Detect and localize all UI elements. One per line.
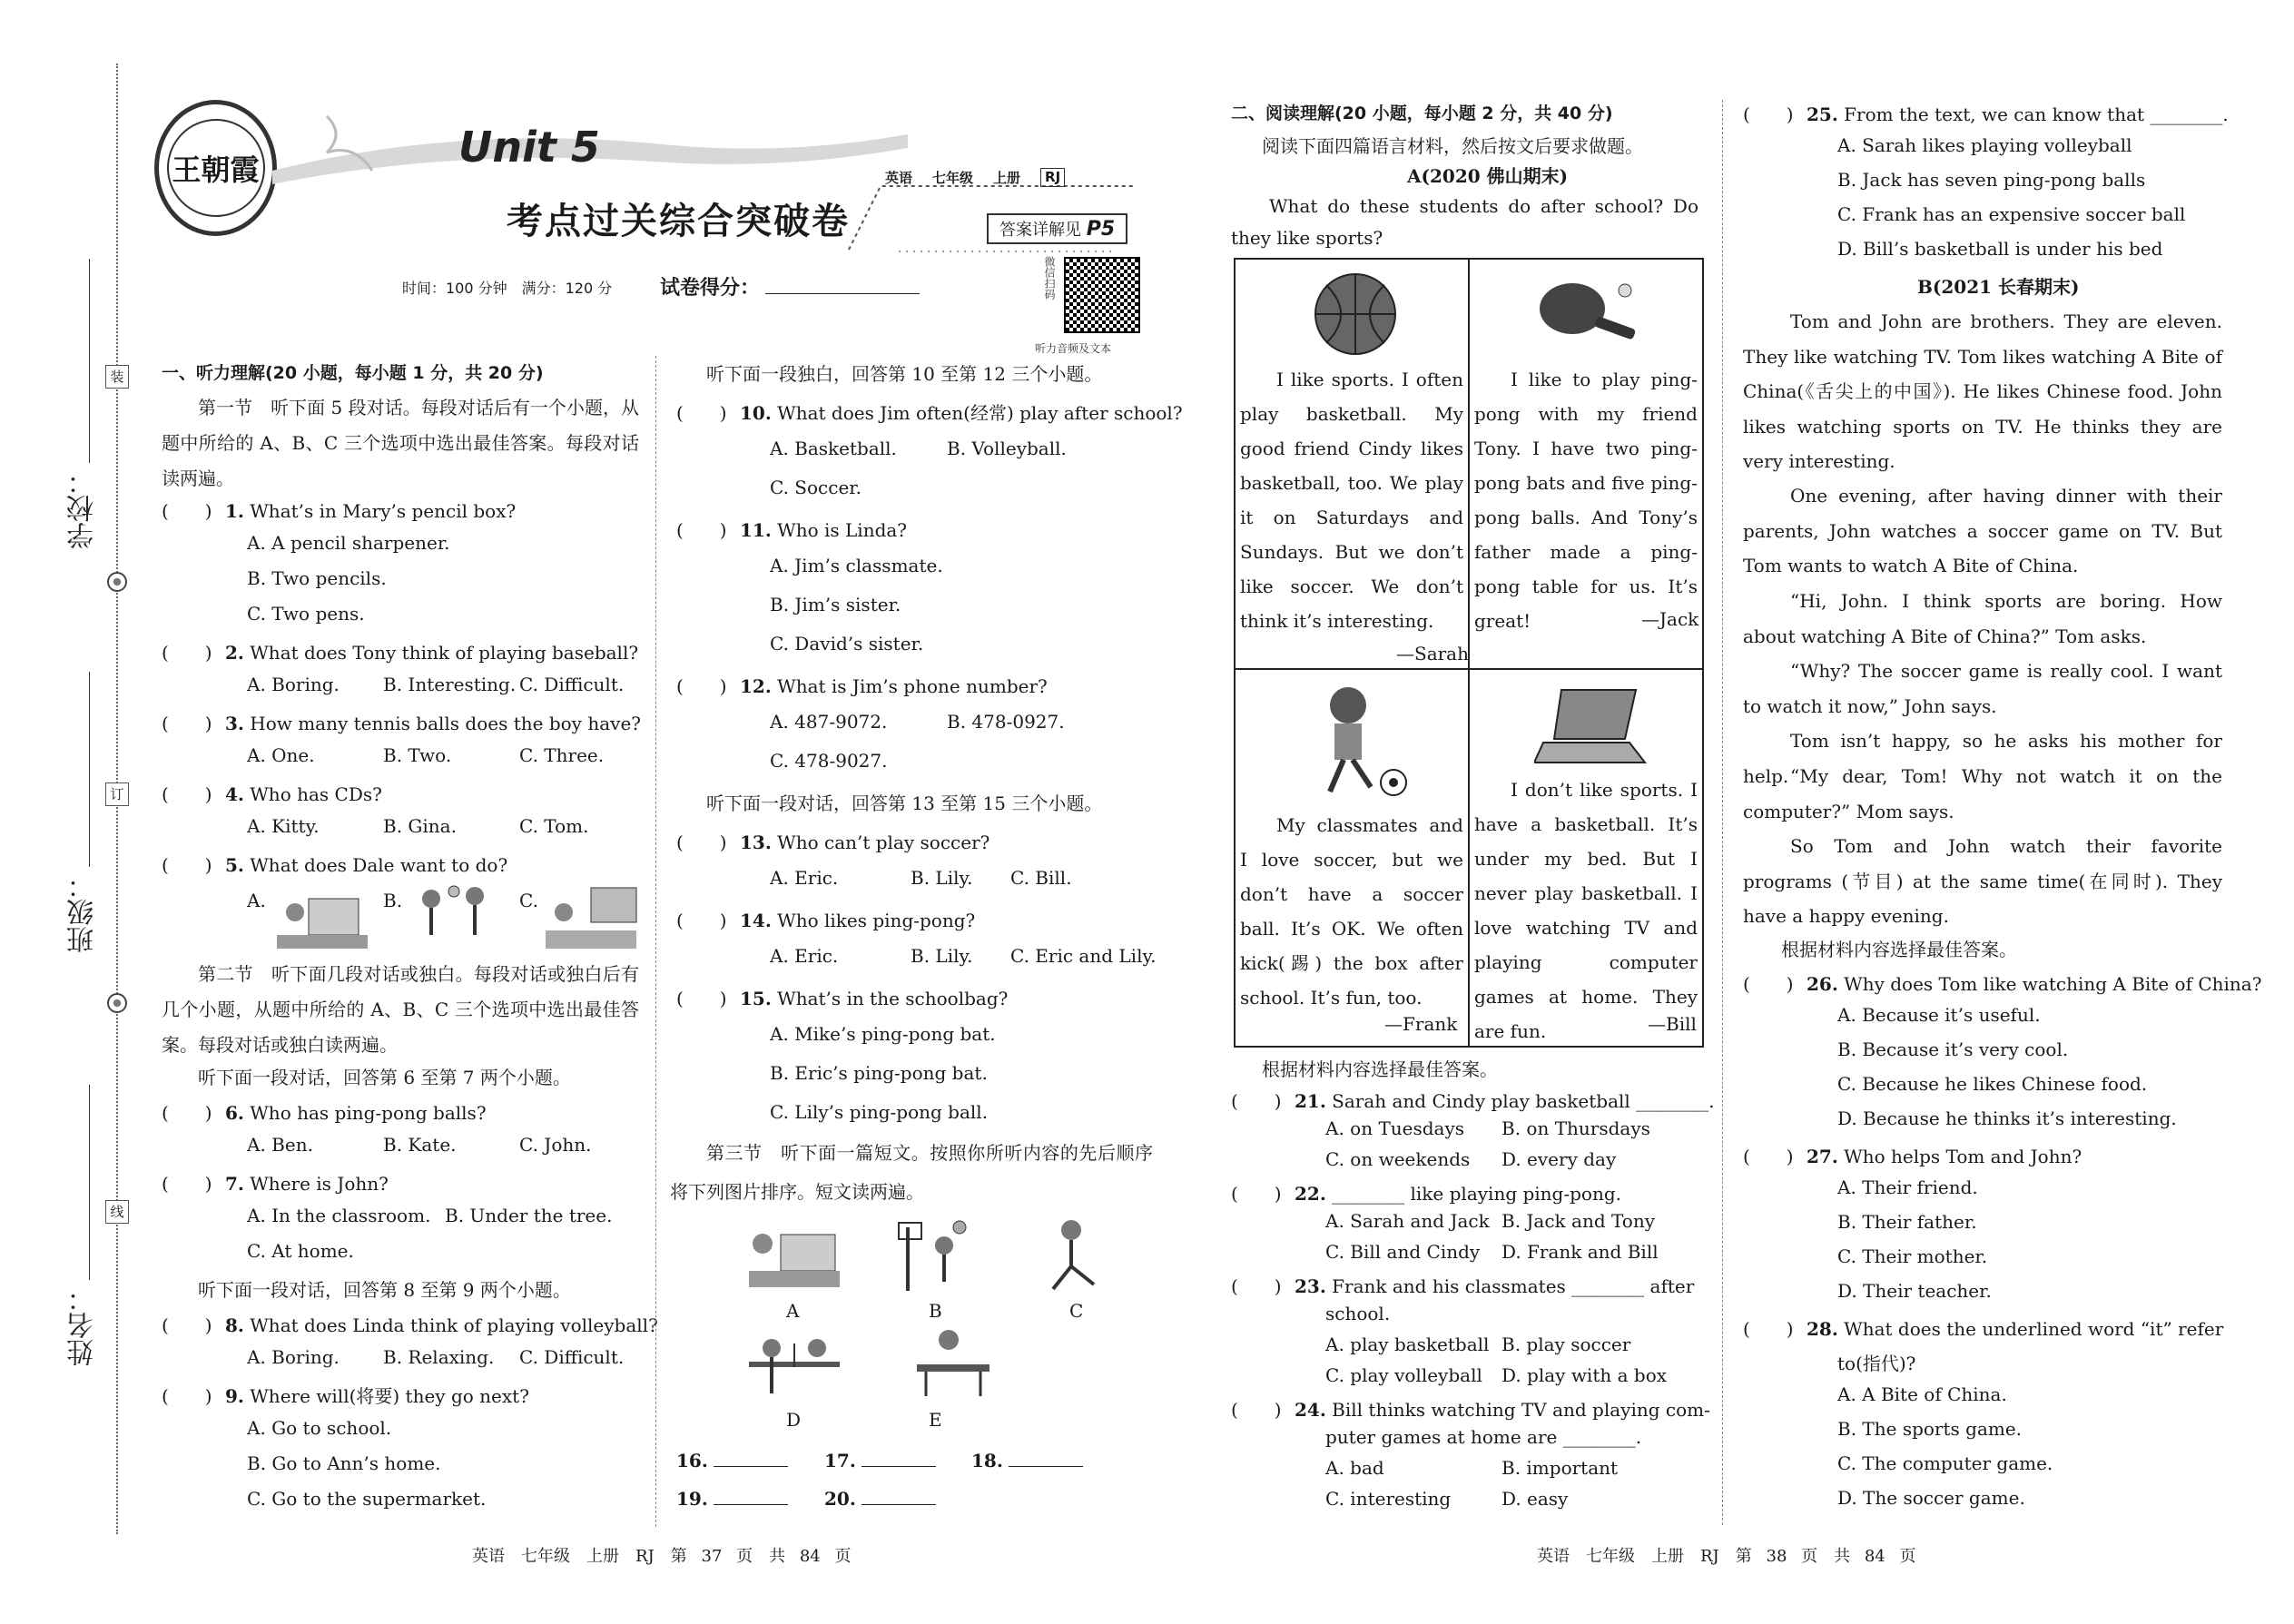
question-26: ( ) 26. Why does Tom like watching A Bite of China? xyxy=(1743,973,2262,995)
qr-code-icon[interactable] xyxy=(1064,257,1140,333)
q3-option-a[interactable]: A. One. xyxy=(247,744,315,766)
basketball-icon xyxy=(1312,271,1399,358)
footer-right: 英语 七年级 上册 RJ 第 38 页 共 84 页 xyxy=(1537,1547,1916,1566)
q5-picture-a xyxy=(272,885,372,953)
q28-text-cont: to(指代)? xyxy=(1837,1353,1916,1374)
q12-option-a[interactable]: A. 487-9072. xyxy=(770,711,888,733)
q14-option-c[interactable]: C. Eric and Lily. xyxy=(1010,945,1157,967)
question-7: ( ) 7. Where is John? xyxy=(162,1173,389,1195)
passage-b-choose: 根据材料内容选择最佳答案。 xyxy=(1781,939,2017,960)
sequence-picture-b xyxy=(894,1218,976,1298)
soccer-boy-icon xyxy=(1303,683,1412,801)
question-28: ( ) 28. What does the underlined word “it” refer xyxy=(1743,1318,2224,1340)
q12-option-b[interactable]: B. 478-0927. xyxy=(947,711,1065,733)
score-field[interactable] xyxy=(660,272,920,300)
footer-left: 英语 七年级 上册 RJ 第 37 页 共 84 页 xyxy=(472,1547,852,1566)
q23-text-cont: school. xyxy=(1325,1303,1391,1324)
tag-subject: 英语 xyxy=(885,170,913,186)
q27-option-b[interactable]: B. Their father. xyxy=(1837,1211,1977,1233)
q3-option-c[interactable]: C. Three. xyxy=(519,744,605,766)
q11-option-b[interactable]: B. Jim’s sister. xyxy=(770,594,901,615)
q2-option-a[interactable]: A. Boring. xyxy=(247,674,340,695)
q8-option-c[interactable]: C. Difficult. xyxy=(519,1346,625,1368)
q7-option-b[interactable]: B. Under the tree. xyxy=(445,1205,613,1226)
sec2-intro: 第二节 听下面几段对话或独白。每段对话或独白后有几个小题，从题中所给的 A、B、C 三个选项中选出最佳答案。每段对话或独白读两遍。 xyxy=(162,963,639,1056)
q13-option-a[interactable]: A. Eric. xyxy=(770,867,839,889)
cell-jack-text: I like to play ping-pong with my friend Tony. I have two ping-pong bats and five ping-pong balls. And Tony’s father made a ping-pong table for us. It’s great! xyxy=(1474,369,1698,632)
passage-b-para-5: Tom isn’t happy, so he asks his mother for help. xyxy=(1743,730,2222,787)
q23-option-a[interactable]: A. play basketball xyxy=(1325,1334,1490,1355)
passage-a-title: A(2020 佛山期末) xyxy=(1407,165,1569,187)
q5-option-b[interactable]: B. xyxy=(383,890,403,911)
sequence-label-c: C xyxy=(1069,1300,1084,1322)
class-label: 班级： xyxy=(67,871,99,953)
cell-frank-text: My classmates and I love soccer, but we don’t have a soccer ball. It’s OK. We often kick(踢) the box after school. It’s fun, too. xyxy=(1240,814,1463,1009)
exam-title: 考点过关综合突破卷 xyxy=(507,200,850,242)
publisher-logo xyxy=(154,100,277,236)
sec2-dialog-a-intro: 听下面一段对话，回答第 6 至第 7 两个小题。 xyxy=(198,1067,571,1088)
school-label: 学校： xyxy=(67,468,99,549)
question-25: ( ) 25. From the text, we can know that ________. xyxy=(1743,103,2229,125)
q25-option-d[interactable]: D. Bill’s basketball is under his bed xyxy=(1837,238,2163,260)
question-14: ( ) 14. Who likes ping-pong? xyxy=(676,910,976,931)
sec2-monologue-intro: 听下面一段独白，回答第 10 至第 12 三个小题。 xyxy=(706,363,1103,385)
cell-bill-text: I don’t like sports. I have a basketball. It’s under my bed. But I never play basketball. I love watching TV and playing computer games at home. They are fun. xyxy=(1474,779,1698,1042)
q27-option-a[interactable]: A. Their friend. xyxy=(1837,1176,1978,1198)
answer-blank-17[interactable]: 17. xyxy=(824,1450,936,1471)
q25-option-c[interactable]: C. Frank has an expensive soccer ball xyxy=(1837,203,2186,225)
part1-heading: 一、听力理解(20 小题，每小题 1 分，共 20 分) xyxy=(162,363,544,383)
time-score-info: 时间：100 分钟 满分：120 分 xyxy=(402,280,613,297)
answer-blank-18[interactable]: 18. xyxy=(971,1450,1083,1471)
qr-side-text: 微信扫码 xyxy=(1043,256,1056,300)
question-12: ( ) 12. What is Jim’s phone number? xyxy=(676,675,1048,697)
passage-b-para-2: One evening, after having dinner with their parents, John watches a soccer game on TV. But Tom wants to watch A Bite of China. xyxy=(1743,485,2222,576)
q3-option-b[interactable]: B. Two. xyxy=(383,744,452,766)
question-5: ( ) 5. What does Dale want to do? xyxy=(162,854,508,876)
q22-option-b[interactable]: B. Jack and Tony xyxy=(1501,1210,1656,1232)
passage-a-choose: 根据材料内容选择最佳答案。 xyxy=(1262,1058,1498,1080)
sequence-label-a: A xyxy=(786,1300,800,1322)
name-label: 姓名： xyxy=(67,1284,99,1366)
question-27: ( ) 27. Who helps Tom and John? xyxy=(1743,1146,2082,1167)
grid-hline xyxy=(1234,668,1704,670)
q24-text-cont: puter games at home are ________. xyxy=(1325,1426,1642,1448)
tag-edition: RJ xyxy=(1040,168,1065,187)
tag-volume: 上册 xyxy=(993,170,1021,186)
q1-option-a[interactable]: A. A pencil sharpener. xyxy=(247,532,450,554)
question-11: ( ) 11. Who is Linda? xyxy=(676,519,908,541)
q5-picture-c xyxy=(541,881,643,955)
passage-b-para-4: “Why? The soccer game is really cool. I want to watch it now,” John says. xyxy=(1743,660,2222,717)
binding-strip xyxy=(0,0,127,1624)
question-24: ( ) 24. Bill thinks watching TV and playing com- xyxy=(1231,1399,1710,1421)
school-write-line[interactable] xyxy=(89,259,90,463)
logo-text: 王朝霞 xyxy=(167,119,265,217)
binding-hole-icon xyxy=(107,572,127,592)
sequence-picture-d xyxy=(744,1325,844,1403)
q10-option-a[interactable]: A. Basketball. xyxy=(770,438,897,459)
qr-caption: 听力音频及文本 xyxy=(1035,342,1112,355)
q23-option-b[interactable]: B. play soccer xyxy=(1501,1334,1631,1355)
cell-bill-sign: —Bill xyxy=(1648,1013,1697,1035)
question-6: ( ) 6. Who has ping-pong balls? xyxy=(162,1102,487,1124)
q11-option-a[interactable]: A. Jim’s classmate. xyxy=(770,555,943,576)
binding-mark-ding: 订 xyxy=(105,782,129,806)
score-label: 试卷得分： xyxy=(660,277,761,300)
question-4: ( ) 4. Who has CDs? xyxy=(162,783,382,805)
q8-option-b[interactable]: B. Relaxing. xyxy=(383,1346,495,1368)
score-blank[interactable] xyxy=(765,293,920,294)
q5-option-c[interactable]: C. xyxy=(519,890,538,911)
sec3-intro: 第三节 听下面一篇短文。按照你所听内容的先后顺序将下列图片排序。短文读两遍。 xyxy=(670,1142,1153,1203)
q21-option-c[interactable]: C. on weekends xyxy=(1325,1148,1471,1170)
cell-jack-sign: —Jack xyxy=(1641,608,1699,630)
q15-option-b[interactable]: B. Eric’s ping-pong bat. xyxy=(770,1062,988,1084)
answer-page: P5 xyxy=(1086,218,1116,241)
q24-option-c[interactable]: C. interesting xyxy=(1325,1488,1452,1510)
q21-option-d[interactable]: D. every day xyxy=(1501,1148,1617,1170)
q22-option-a[interactable]: A. Sarah and Jack xyxy=(1325,1210,1490,1232)
part2-heading: 二、阅读理解(20 小题，每小题 2 分，共 40 分) xyxy=(1231,103,1613,123)
passage-b-para-3: “Hi, John. I think sports are boring. How about watching A Bite of China?” Tom asks. xyxy=(1743,590,2222,647)
ping-pong-bat-icon xyxy=(1534,280,1643,352)
cell-sarah-text: I like sports. I often play basketball. My good friend Cindy likes basketball, too. We play it on Saturdays and Sundays. But we don’t like soccer. We don’t think it’s interesting. xyxy=(1240,369,1463,632)
passage-b-para-7: So Tom and John watch their favorite programs (节目) at the same time(在同时). They have a happy evening. xyxy=(1743,835,2222,927)
q21-option-b[interactable]: B. on Thursdays xyxy=(1501,1117,1650,1139)
sec1-intro: 第一节 听下面 5 段对话。每段对话后有一个小题，从题中所给的 A、B、C 三个选项中选出最佳答案。每段对话读两遍。 xyxy=(162,397,639,489)
q24-option-b[interactable]: B. important xyxy=(1501,1457,1619,1479)
passage-b-para-1: Tom and John are brothers. They are eleven. They like watching TV. Tom likes watching A Bite of China(《舌尖上的中国》). He likes Chinese food. John likes watching sports on TV. He thinks they are very interesting. xyxy=(1743,310,2222,472)
q14-option-a[interactable]: A. Eric. xyxy=(770,945,839,967)
question-10: ( ) 10. What does Jim often(经常) play after school? xyxy=(676,402,1183,424)
question-3: ( ) 3. How many tennis balls does the boy have? xyxy=(162,713,642,734)
sec2-dialog-d-intro: 听下面一段对话，回答第 13 至第 15 三个小题。 xyxy=(706,792,1103,814)
q7-option-a[interactable]: A. In the classroom. xyxy=(247,1205,431,1226)
name-write-line[interactable] xyxy=(89,1085,90,1280)
answer-blank-16[interactable]: 16. xyxy=(676,1450,788,1471)
q2-option-b[interactable]: B. Interesting. xyxy=(383,674,517,695)
question-2: ( ) 2. What does Tony think of playing baseball? xyxy=(162,642,639,664)
q1-option-c[interactable]: C. Two pens. xyxy=(247,603,365,625)
q24-option-a[interactable]: A. bad xyxy=(1325,1457,1384,1479)
q25-option-a[interactable]: A. Sarah likes playing volleyball xyxy=(1837,134,2132,156)
answer-ref-text: 答案详解见 xyxy=(999,221,1081,240)
question-23: ( ) 23. Frank and his classmates ________ after xyxy=(1231,1275,1695,1297)
answer-blank-19[interactable]: 19. xyxy=(676,1488,788,1510)
answer-blank-20[interactable]: 20. xyxy=(824,1488,936,1510)
passage-b-title: B(2021 长春期末) xyxy=(1917,276,2080,298)
q4-option-a[interactable]: A. Kitty. xyxy=(247,815,320,837)
q26-option-a[interactable]: A. Because it’s useful. xyxy=(1837,1004,2041,1026)
cell-sarah-sign: —Sarah xyxy=(1396,643,1469,664)
question-9: ( ) 9. Where will(将要) they go next? xyxy=(162,1385,529,1407)
question-21: ( ) 21. Sarah and Cindy play basketball ________. xyxy=(1231,1090,1715,1112)
question-22: ( ) 22. ________ like playing ping-pong. xyxy=(1231,1183,1622,1205)
class-write-line[interactable] xyxy=(89,672,90,867)
q6-option-b[interactable]: B. Kate. xyxy=(383,1134,457,1156)
q8-option-a[interactable]: A. Boring. xyxy=(247,1346,340,1368)
q1-option-b[interactable]: B. Two pencils. xyxy=(247,567,387,589)
laptop-icon xyxy=(1534,683,1648,769)
sequence-label-e: E xyxy=(929,1409,942,1431)
q4-option-c[interactable]: C. Tom. xyxy=(519,815,589,837)
q28-option-b[interactable]: B. The sports game. xyxy=(1837,1418,2023,1440)
sequence-label-b: B xyxy=(929,1300,942,1322)
q13-option-b[interactable]: B. Lily. xyxy=(911,867,973,889)
q6-option-a[interactable]: A. Ben. xyxy=(247,1134,313,1156)
column-divider xyxy=(655,356,656,1527)
part2-intro: 阅读下面四篇语言材料，然后按文后要求做题。 xyxy=(1262,135,1643,157)
question-13: ( ) 13. Who can’t play soccer? xyxy=(676,832,990,853)
question-15: ( ) 15. What’s in the schoolbag? xyxy=(676,988,1009,1009)
q26-option-b[interactable]: B. Because it’s very cool. xyxy=(1837,1038,2069,1060)
q14-option-b[interactable]: B. Lily. xyxy=(911,945,973,967)
sec2-dialog-b-intro: 听下面一段对话，回答第 8 至第 9 两个小题。 xyxy=(198,1279,571,1301)
q7-option-c[interactable]: C. At home. xyxy=(247,1240,354,1262)
q10-option-c[interactable]: C. Soccer. xyxy=(770,477,862,498)
q28-option-a[interactable]: A. A Bite of China. xyxy=(1837,1383,2007,1405)
q27-option-c[interactable]: C. Their mother. xyxy=(1837,1245,1988,1267)
q9-option-b[interactable]: B. Go to Ann’s home. xyxy=(247,1452,441,1474)
q12-option-c[interactable]: C. 478-9027. xyxy=(770,750,888,772)
subject-tags xyxy=(885,168,1065,187)
passage-a-question: What do these students do after school? Do they like sports? xyxy=(1231,195,1698,249)
binding-mark-zhuang: 装 xyxy=(105,365,129,389)
sequence-picture-c xyxy=(1035,1216,1117,1296)
q2-option-c[interactable]: C. Difficult. xyxy=(519,674,625,695)
binding-hole-icon xyxy=(107,993,127,1013)
q15-option-c[interactable]: C. Lily’s ping-pong ball. xyxy=(770,1101,989,1123)
tag-grade: 七年级 xyxy=(932,170,974,186)
q5-option-a[interactable]: A. xyxy=(247,890,266,911)
q15-option-a[interactable]: A. Mike’s ping-pong bat. xyxy=(770,1023,996,1045)
q4-option-b[interactable]: B. Gina. xyxy=(383,815,457,837)
q5-picture-b xyxy=(404,882,504,955)
q28-option-c[interactable]: C. The computer game. xyxy=(1837,1452,2053,1474)
sequence-label-d: D xyxy=(786,1409,802,1431)
passage-b-para-6: “My dear, Tom! Why not watch it on the computer?” Mom says. xyxy=(1743,765,2222,822)
q27-option-d[interactable]: D. Their teacher. xyxy=(1837,1280,1992,1302)
q25-option-b[interactable]: B. Jack has seven ping-pong balls xyxy=(1837,169,2146,191)
q22-option-c[interactable]: C. Bill and Cindy xyxy=(1325,1241,1481,1263)
q11-option-c[interactable]: C. David’s sister. xyxy=(770,633,924,655)
q26-option-c[interactable]: C. Because he likes Chinese food. xyxy=(1837,1073,2148,1095)
q23-option-c[interactable]: C. play volleyball xyxy=(1325,1364,1482,1386)
q28-option-d[interactable]: D. The soccer game. xyxy=(1837,1487,2025,1509)
q13-option-c[interactable]: C. Bill. xyxy=(1010,867,1072,889)
sequence-picture-e xyxy=(908,1324,999,1403)
q6-option-c[interactable]: C. John. xyxy=(519,1134,592,1156)
q26-option-d[interactable]: D. Because he thinks it’s interesting. xyxy=(1837,1107,2177,1129)
cell-frank-sign: —Frank xyxy=(1384,1013,1458,1035)
q22-option-d[interactable]: D. Frank and Bill xyxy=(1501,1241,1659,1263)
q10-option-b[interactable]: B. Volleyball. xyxy=(947,438,1067,459)
q9-option-c[interactable]: C. Go to the supermarket. xyxy=(247,1488,487,1510)
binding-mark-xian: 线 xyxy=(105,1200,129,1224)
answer-reference-box xyxy=(987,213,1127,244)
q23-option-d[interactable]: D. play with a box xyxy=(1501,1364,1668,1386)
q9-option-a[interactable]: A. Go to school. xyxy=(247,1417,392,1439)
question-1: ( ) 1. What’s in Mary’s pencil box? xyxy=(162,500,517,522)
q21-option-a[interactable]: A. on Tuesdays xyxy=(1325,1117,1465,1139)
unit-title: Unit 5 xyxy=(458,123,600,172)
sequence-picture-a xyxy=(740,1216,849,1296)
column-divider xyxy=(1722,100,1723,1525)
q24-option-d[interactable]: D. easy xyxy=(1501,1488,1569,1510)
question-8: ( ) 8. What does Linda think of playing volleyball? xyxy=(162,1314,658,1336)
